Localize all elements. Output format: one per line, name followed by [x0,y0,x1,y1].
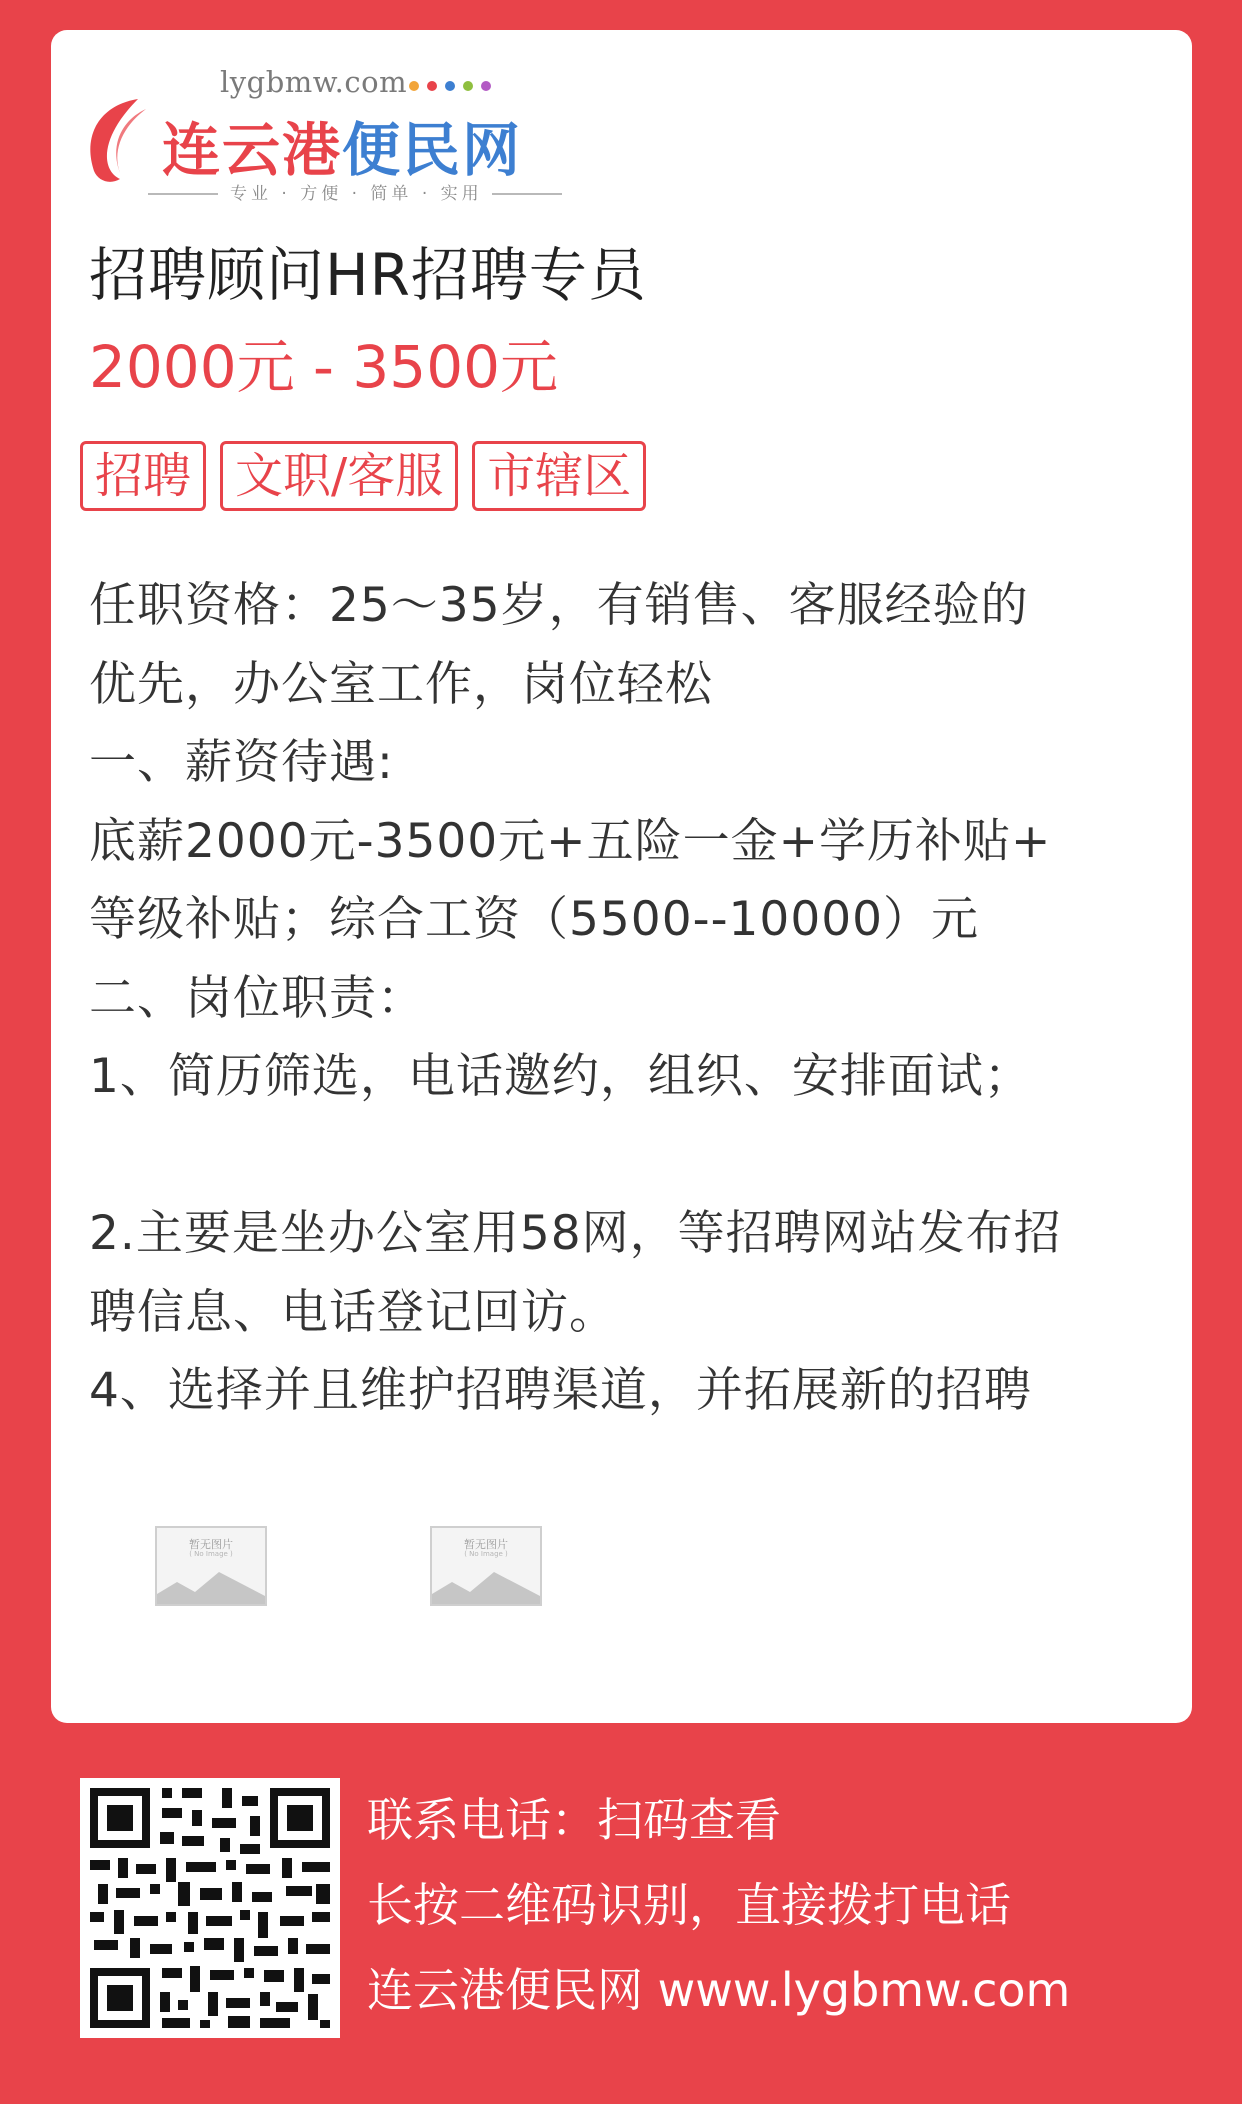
no-image-placeholder[interactable] [155,1526,267,1606]
description-line: 任职资格：25～35岁，有销售、客服经验的 [89,578,1029,633]
description-line: 聘信息、电话登记回访。 [89,1284,617,1340]
tag-category[interactable]: 招聘 [80,441,206,511]
description-line: 一、薪资待遇: [89,735,394,790]
job-tags [80,441,646,511]
contact-info [367,1778,1070,2033]
tag-job-type[interactable]: 文职/客服 [220,441,458,511]
description-line: 2.主要是坐办公室用58网，等招聘网站发布招 [89,1206,1062,1261]
contact-phone: 联系电话：扫码查看 [367,1793,781,1847]
logo-name-part1: 连云港 [162,116,343,184]
description-line: 优先，办公室工作，岗位轻松 [89,656,713,712]
contact-site[interactable]: 连云港便民网 www.lygbmw.com [367,1963,1071,2017]
placeholder-text: 暂无图片 [189,1538,233,1551]
job-salary: 2000元 - 3500元 [89,333,559,401]
contact-instruction: 长按二维码识别，直接拨打电话 [367,1878,1011,1932]
description-line: 二、岗位职责： [89,970,425,1026]
job-card [51,30,1192,1723]
description-line: 底薪2000元-3500元+五险一金+学历补贴+ [89,813,1052,869]
logo-name-part2: 便民网 [342,116,523,184]
logo-swoosh-icon [80,95,150,185]
logo-domain: lygbmw.com [220,65,408,99]
logo-dots-icon [406,75,496,97]
description-line [89,1117,1169,1196]
mountain-image-icon [157,1564,265,1604]
site-logo[interactable] [80,65,523,215]
slogan-divider-right [492,193,562,195]
description-line: 等级补贴；综合工资（5500--10000）元 [89,892,980,947]
qr-code[interactable] [80,1778,340,2038]
description-line: 1、简历筛选，电话邀约，组织、安排面试； [89,1049,1032,1104]
logo-wordmark [162,103,522,187]
placeholder-subtext: ( No Image ) [464,1550,508,1558]
job-title: 招聘顾问HR招聘专员 [89,241,647,309]
qr-code-icon [90,1788,330,2028]
slogan-divider-left [148,193,218,195]
description-line: 4、选择并且维护招聘渠道，并拓展新的招聘 [89,1363,1032,1418]
tag-district[interactable]: 市辖区 [472,441,646,511]
no-image-placeholder[interactable] [430,1526,542,1606]
logo-slogan: 专业 · 方便 · 简单 · 实用 [230,184,483,204]
mountain-image-icon [432,1564,540,1604]
placeholder-text: 暂无图片 [464,1538,508,1551]
placeholder-subtext: ( No Image ) [189,1550,233,1558]
job-description [89,567,1169,1431]
